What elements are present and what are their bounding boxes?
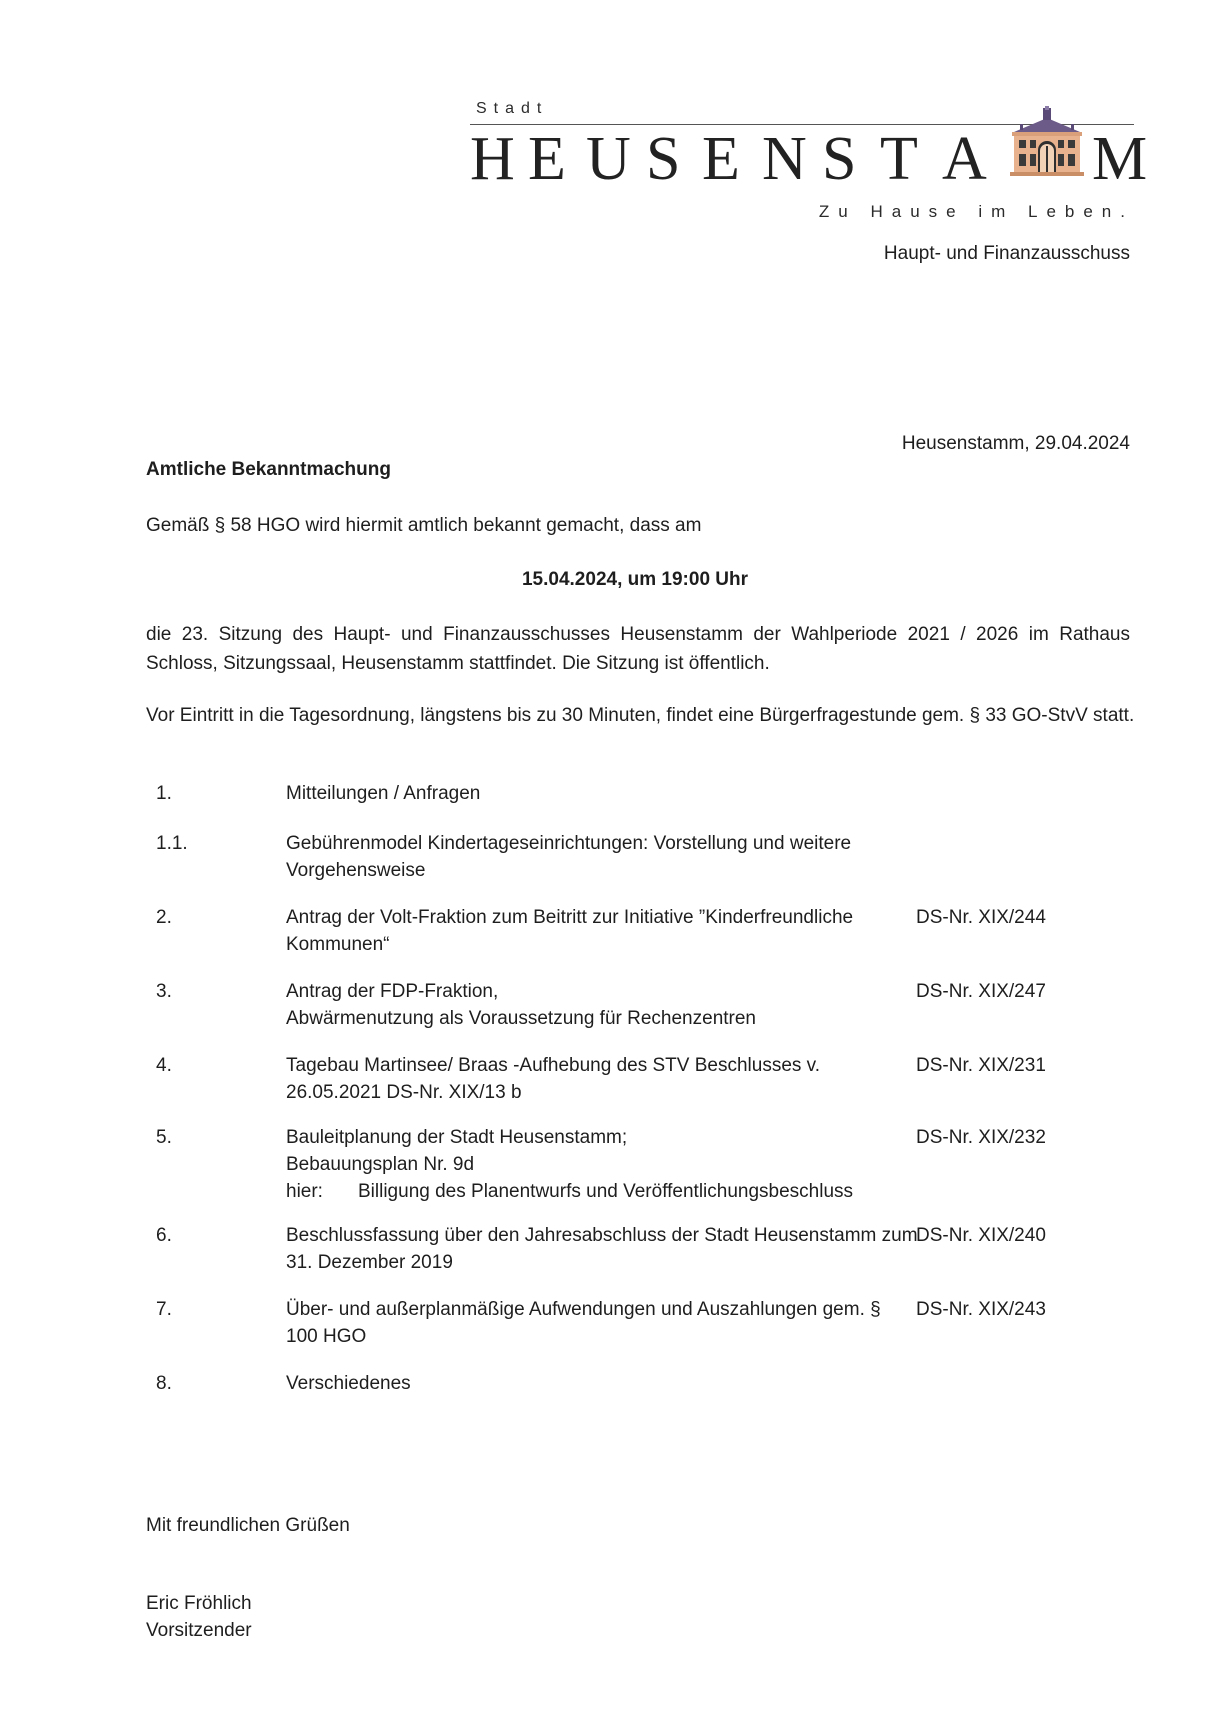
agenda-item-title [286, 1052, 886, 1106]
signer-role: Vorsitzender [146, 1620, 252, 1641]
committee-name: Haupt- und Finanzausschuss [883, 243, 1130, 264]
logo-wordmark-letter: S [646, 125, 681, 193]
agenda-item-title [286, 1370, 886, 1397]
agenda-item-document-number: DS-Nr. XIX/232 [916, 1127, 1046, 1148]
place-date: Heusenstamm, 29.04.2024 [901, 433, 1130, 454]
signer-name: Eric Fröhlich [146, 1593, 252, 1614]
agenda-item-title-line: Beschlussfassung über den Jahresabschluss der Stadt Heusenstamm zum [286, 1225, 918, 1246]
agenda-item-title-line: Bebauungsplan Nr. 9d [286, 1154, 475, 1175]
agenda-item-title-line: Abwärmenutzung als Voraussetzung für Rechenzentren [286, 1008, 756, 1029]
logo-stadt-label: Stadt [476, 100, 549, 117]
agenda-item-document-number: DS-Nr. XIX/243 [916, 1299, 1046, 1320]
agenda-item-number: 4. [156, 1055, 172, 1076]
agenda-item-title [286, 1296, 886, 1350]
notice-heading: Amtliche Bekanntmachung [146, 459, 391, 480]
agenda-item-number: 5. [156, 1127, 172, 1148]
agenda-item-title [286, 780, 886, 807]
agenda-item-number: 6. [156, 1225, 172, 1246]
agenda-item-title-line: 31. Dezember 2019 [286, 1252, 453, 1273]
agenda-item-title [286, 830, 886, 884]
agenda-item-title [286, 904, 886, 958]
agenda-item-title-line: Antrag der Volt-Fraktion zum Beitritt zur Initiative ”Kinderfreundliche [286, 907, 854, 928]
agenda-item-subject-text: Billigung des Planentwurfs und Veröffentlichungsbeschluss [358, 1181, 854, 1202]
agenda-item-number: 2. [156, 907, 172, 928]
agenda-item-title-line: Vorgehensweise [286, 860, 426, 881]
agenda-item-number: 1.1. [156, 833, 188, 854]
agenda-item-title-line: Gebührenmodel Kindertageseinrichtungen: Vorstellung und weitere [286, 833, 852, 854]
castle-building-icon [1010, 106, 1084, 176]
agenda-item-title-line: 26.05.2021 DS-Nr. XIX/13 b [286, 1082, 522, 1103]
logo-wordmark-letter: U [586, 125, 631, 193]
logo-wordmark-letter: M [1092, 125, 1148, 193]
city-logo [470, 98, 1148, 228]
agenda-item-document-number: DS-Nr. XIX/231 [916, 1055, 1046, 1076]
agenda-item-subject-line [286, 1178, 886, 1205]
agenda-item-subject-label: hier: [286, 1181, 323, 1202]
agenda-item-document-number: DS-Nr. XIX/244 [916, 907, 1046, 928]
logo-tagline: Zu Hause im Leben. [818, 202, 1134, 221]
agenda-item-title-line: Tagebau Martinsee/ Braas -Aufhebung des STV Beschlusses v. [286, 1055, 821, 1076]
signer-block [146, 1590, 252, 1644]
agenda-item-title-line: Über- und außerplanmäßige Aufwendungen und Auszahlungen gem. § [286, 1299, 881, 1320]
logo-wordmark-letter: A [942, 125, 987, 193]
meeting-paragraph: die 23. Sitzung des Haupt- und Finanzausschusses Heusenstamm der Wahlperiode 2021 / 2026 im Rathaus Schloss, Sitzungssaal, Heusenstamm stattfindet. Die Sitzung ist öffentlich. [146, 624, 1130, 674]
agenda-item-title-line: Kommunen“ [286, 934, 390, 955]
notice-intro: Gemäß § 58 HGO wird hiermit amtlich bekannt gemacht, dass am [146, 515, 702, 536]
agenda-item-title [286, 1222, 918, 1276]
agenda-item-number: 1. [156, 783, 172, 804]
agenda-item-title-line: Mitteilungen / Anfragen [286, 783, 481, 804]
meeting-date: 15.04.2024, um 19:00 Uhr [521, 569, 749, 590]
logo-wordmark-letter: E [528, 125, 566, 193]
agenda-item-number: 8. [156, 1373, 172, 1394]
agenda-item-title-line: Antrag der FDP-Fraktion, [286, 981, 499, 1002]
closing-greeting: Mit freundlichen Grüßen [146, 1515, 350, 1536]
agenda-item-title-line: Bauleitplanung der Stadt Heusenstamm; [286, 1127, 628, 1148]
agenda-item-number: 3. [156, 981, 172, 1002]
logo-wordmark-letter: N [762, 125, 807, 193]
agenda-item-title [286, 1124, 886, 1205]
agenda-item-title-line: 100 HGO [286, 1326, 367, 1347]
logo-wordmark-letter: T [880, 125, 918, 193]
logo-wordmark-letter: E [702, 125, 740, 193]
agenda-item-document-number: DS-Nr. XIX/247 [916, 981, 1046, 1002]
citizens-question-paragraph: Vor Eintritt in die Tagesordnung, längstens bis zu 30 Minuten, findet eine Bürgerfragestunde gem. § 33 GO-StvV statt. [146, 705, 1135, 726]
agenda-item-document-number: DS-Nr. XIX/240 [916, 1225, 1046, 1246]
agenda-item-title-line: Verschiedenes [286, 1373, 411, 1394]
logo-wordmark-letter: S [822, 125, 857, 193]
agenda-item-number: 7. [156, 1299, 172, 1320]
agenda-item-title [286, 978, 886, 1032]
logo-wordmark-letter: H [470, 125, 515, 193]
